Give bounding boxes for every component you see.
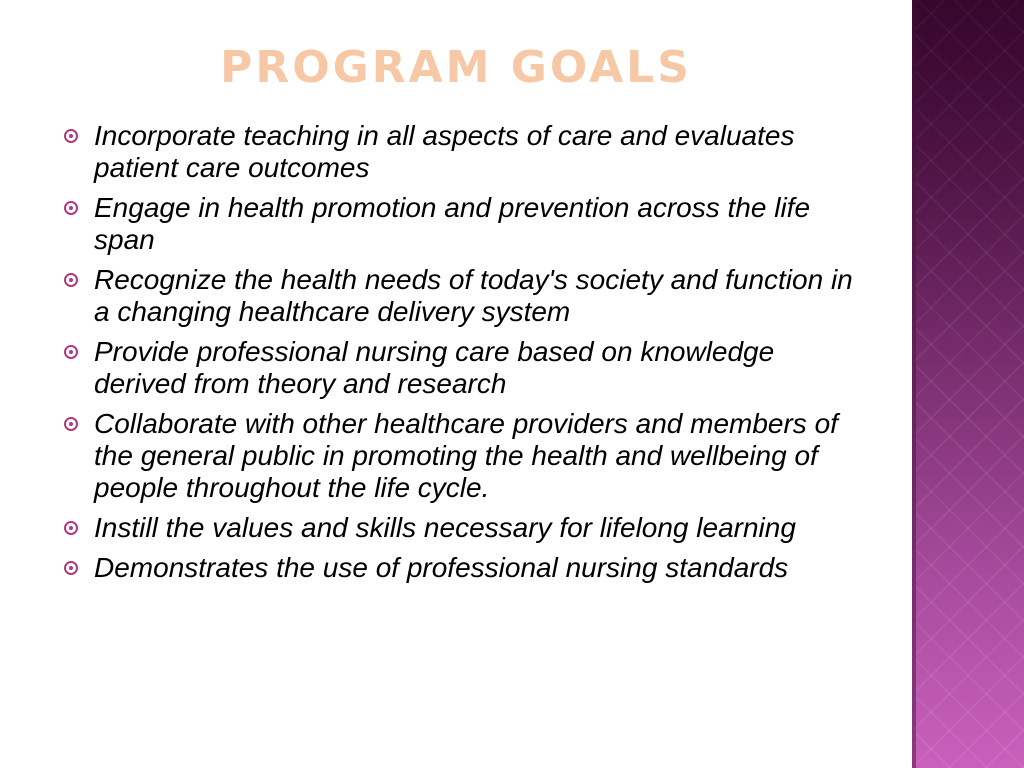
goal-item [62,192,862,256]
goal-text: Instill the values and skills necessary for lifelong learning [94,512,796,543]
goal-item [62,336,862,400]
decorative-side-panel [912,0,1024,768]
goal-item [62,408,862,504]
circled-dot-bullet-icon [64,345,78,359]
circled-dot-bullet-icon [64,561,78,575]
goal-text: Provide professional nursing care based on knowledge derived from theory and research [94,336,775,399]
goal-text: Engage in health promotion and prevention across the life span [94,192,811,255]
circled-dot-bullet-icon [64,417,78,431]
circled-dot-bullet-icon [64,273,78,287]
slide-title: PROGRAM GOALS [220,42,692,93]
side-panel-edge [912,0,916,768]
circled-dot-bullet-icon [64,521,78,535]
goal-text: Collaborate with other healthcare providers and members of the general public in promoting the health and wellbeing of people throughout the life cycle. [94,408,838,503]
goal-text: Incorporate teaching in all aspects of care and evaluates patient care outcomes [94,120,795,183]
circled-dot-bullet-icon [64,201,78,215]
goal-text: Recognize the health needs of today's society and function in a changing healthcare delivery system [94,264,853,327]
circled-dot-bullet-icon [64,129,78,143]
goal-item [62,512,862,544]
goals-list [62,120,862,592]
goal-item [62,120,862,184]
goal-text: Demonstrates the use of professional nursing standards [94,552,789,583]
goal-item [62,264,862,328]
goal-item [62,552,862,584]
